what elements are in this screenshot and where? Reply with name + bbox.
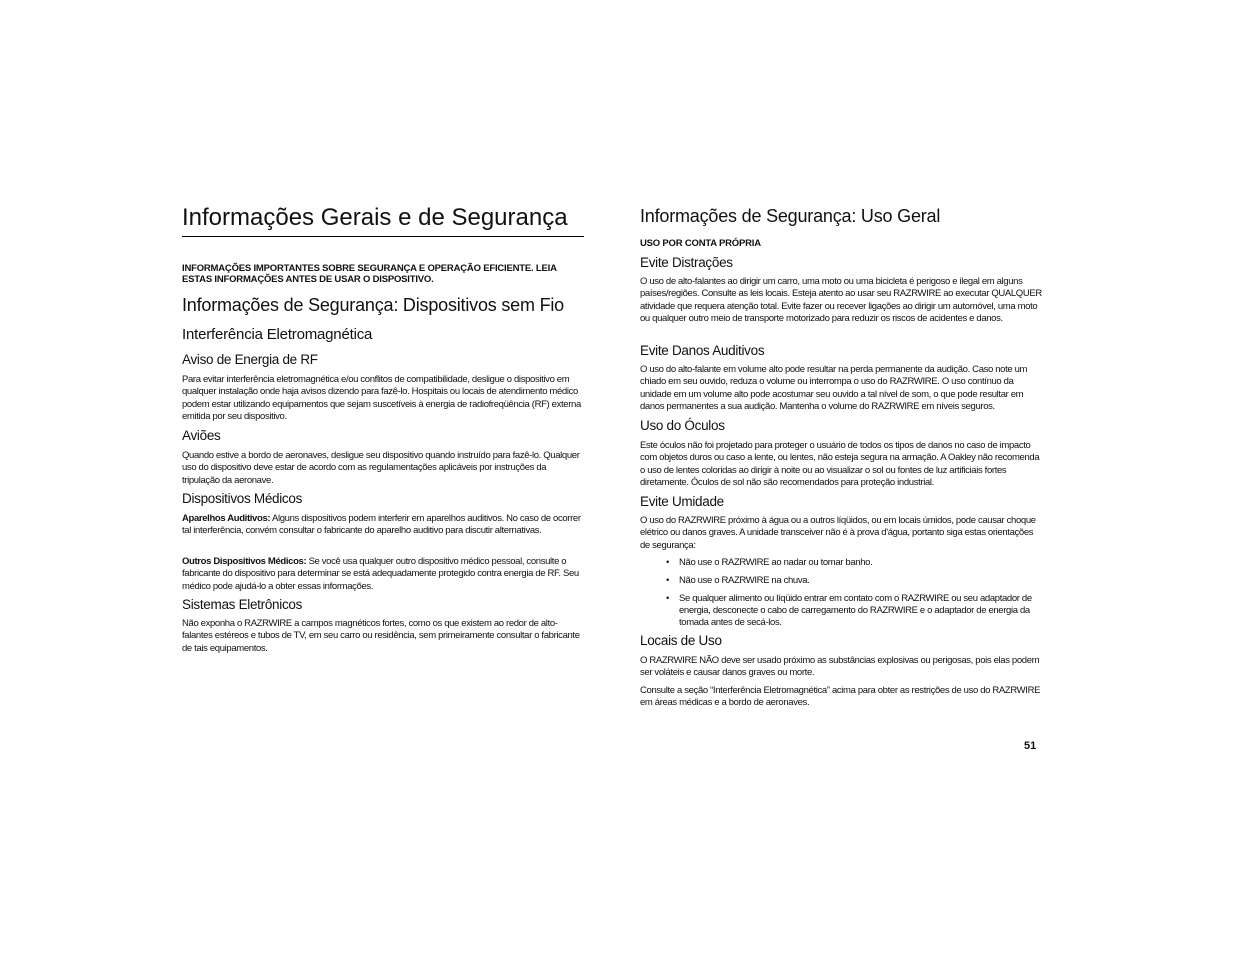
text-places-of-use-1: O RAZRWIRE NÃO deve ser usado próximo as substâncias explosivas ou perigosas, pois elas podem ser voláteis e causar danos graves ou morte. [640, 655, 1040, 679]
text-humidity: O uso do RAZRWIRE próximo à água ou a outros líqüidos, ou em locais úmidos, pode causar choque elétrico ou danos graves. A unidade transceiver não é à prova d'água, portanto siga estas orientações de segurança: [640, 515, 1036, 551]
heading-own-risk: USO POR CONTA PRÓPRIA [640, 238, 761, 249]
text-distractions: O uso de alto-falantes ao dirigir um carro, uma moto ou uma bicicleta é perigoso e ilegal em alguns países/regiões. Consulte as leis locais. Esteja atento ao usar seu RAZRWIRE ao executar QUALQUER atividade que requera atenção total. Evite fazer ou recever ligações ao dirigir um automóvel, uma moto ou qualquer outro meio de transporte motorizado para reduzir os riscos de acidentes e danos. [640, 276, 1042, 324]
section-title-general-use: Informações de Segurança: Uso Geral [640, 206, 941, 226]
page-title: Informações Gerais e de Segurança [182, 203, 584, 237]
list-item: • Não use o RAZRWIRE na chuva. [666, 574, 810, 586]
body-hearing-aids: Alguns dispositivos podem interferir em aparelhos auditivos. No caso de ocorrer tal interferência, convém consultar o fabricante do aparelho auditivo para discutir alternativas. [182, 513, 581, 537]
heading-avioes: Aviões [182, 428, 221, 443]
text-hearing-damage: O uso do alto-falante em volume alto pode resultar na perda permanente da audição. Caso note um chiado em seu ouvido, reduza o volume ou interrompa o uso do RAZRWIRE. O uso contínuo da unidade em um volume alto pode acostumar seu ouvido a tal nível de som, o que pode resultar em danos permanentes a sua audição. Mantenha o volume do RAZRWIRE em níveis seguros. [640, 364, 1028, 412]
body-other-medical: Se você usa qualquer outro dispositivo médico pessoal, consulte o fabricante do dispositivo para determinar se está adequadamente protegido contra energia de RF. Seu médico pode ajudá-lo a obter essas informações. [182, 556, 579, 592]
heading-humidity: Evite Umidade [640, 494, 724, 509]
heading-distractions: Evite Distrações [640, 255, 733, 270]
list-item: • Não use o RAZRWIRE ao nadar ou tomar banho. [666, 557, 873, 568]
intro-notice: INFORMAÇÕES IMPORTANTES SOBRE SEGURANÇA E OPERAÇÃO EFICIENTE. LEIA ESTAS INFORMAÇÕES ANTES DE USAR O DISPOSITIVO. [182, 263, 557, 285]
label-hearing-aids: Aparelhos Auditivos: [182, 513, 271, 524]
label-other-medical: Outros Dispositivos Médicos: [182, 556, 307, 567]
text-rf-energy: Para evitar interferência eletromagnética e/ou conflitos de compatibilidade, desligue o dispositivo em qualquer instalação onde haja avisos dizendo para fazê-lo. Hospitais ou locais de atendimento médico podem estar utilizando equipamentos que sejam suscetíveis à energia de radiofreqüência (RF) externa emitida por seu dispositivo. [182, 374, 581, 422]
heading-places-of-use: Locais de Uso [640, 633, 722, 648]
page-number: 51 [1024, 740, 1037, 752]
text-other-medical [182, 556, 584, 593]
section-title-wireless: Informações de Segurança: Dispositivos sem Fio [182, 295, 564, 315]
list-item: • Se qualquer alimento ou líqüido entrar em contato com o RAZRWIRE ou seu adaptador de energia, desconecte o cabo de carregamento do RAZRWIRE e o adaptador de energia da tomada antes de secá-los. [666, 592, 1032, 629]
text-electronic-systems: Não exponha o RAZRWIRE a campos magnéticos fortes, como os que existem ao redor de alto-falantes estéreos e tubos de TV, em seu carro ou residência, sem primeiramente consultar o fabricante de tais equipamentos. [182, 618, 580, 654]
bullet-glyph: • [666, 574, 669, 586]
text-hearing-aids [182, 513, 584, 538]
heading-glasses-use: Uso do Óculos [640, 418, 725, 433]
heading-electronic-systems: Sistemas Eletrônicos [182, 597, 303, 612]
heading-rf-energy: Aviso de Energia de RF [182, 352, 318, 367]
text-places-of-use-2: Consulte a seção “Interferência Eletromagnética” acima para obter as restrições de uso do RAZRWIRE em áreas médicas e a bordo de aeronaves. [640, 685, 1041, 709]
bullet-glyph: • [666, 592, 669, 604]
heading-medical-devices: Dispositivos Médicos [182, 491, 303, 506]
humidity-bullet-list [666, 557, 1042, 635]
text-glasses-use: Este óculos não foi projetado para proteger o usuário de todos os tipos de danos no caso de impacto com objetos duros ou caso a lente, ou lentes, não esteja segura na armação. A Oakley não recomenda o uso de lentes coloridas ao dirigir à noite ou ao visualizar o sol ou fontes de luz artificiais fortes diretamente. Óculos de sol não são recomendados para proteção industrial. [640, 440, 1040, 488]
heading-hearing-damage: Evite Danos Auditivos [640, 343, 765, 358]
bullet-glyph: • [666, 557, 669, 568]
subsection-title-emi: Interferência Eletromagnética [182, 326, 373, 343]
text-avioes: Quando estive a bordo de aeronaves, desligue seu dispositivo quando instruído para fazê-lo. Qualquer uso do dispositivo deve estar de acordo com as regulamentações aplicáveis por instruções da tripulação da aeronave. [182, 450, 580, 486]
